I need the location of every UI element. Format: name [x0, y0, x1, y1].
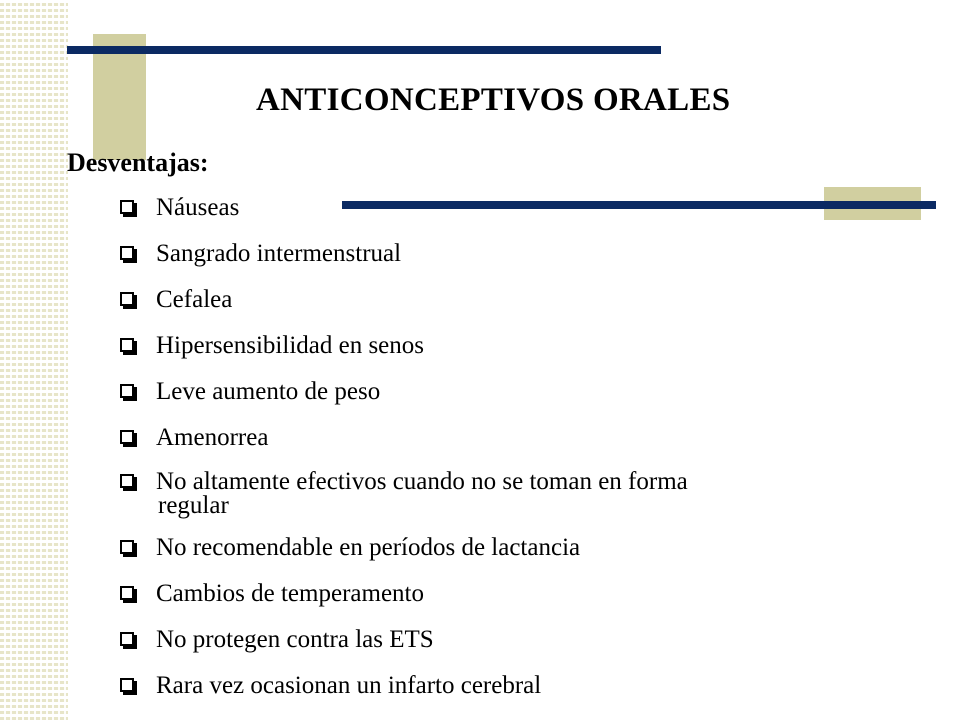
checkbox-icon	[120, 678, 134, 692]
checkbox-icon	[120, 200, 134, 214]
decorative-side-stripes	[0, 0, 68, 720]
checkbox-icon	[120, 586, 134, 600]
list-item	[118, 534, 878, 562]
checkbox-icon	[120, 540, 134, 554]
list-item-text: No recomendable en períodos de lactancia	[156, 534, 581, 561]
section-heading: Desventajas:	[67, 148, 209, 177]
checkbox-icon	[120, 384, 134, 398]
list-item-text: Rara vez ocasionan un infarto cerebral	[156, 672, 542, 699]
list-item	[118, 672, 878, 700]
checkbox-icon	[120, 430, 134, 444]
list-item	[118, 424, 878, 452]
disadvantages-list	[118, 194, 878, 718]
list-item-text-continued: regular	[158, 492, 229, 519]
checkbox-icon	[120, 292, 134, 306]
checkbox-icon	[120, 474, 134, 488]
list-item	[118, 286, 878, 314]
list-item-text: No protegen contra las ETS	[156, 626, 434, 653]
list-item	[118, 580, 878, 608]
list-item	[118, 626, 878, 654]
list-item-text: Amenorrea	[156, 424, 269, 451]
list-item-text: Náuseas	[156, 194, 240, 221]
list-item-text: Hipersensibilidad en senos	[156, 332, 425, 359]
checkbox-icon	[120, 246, 134, 260]
checkbox-icon	[120, 338, 134, 352]
list-item-text: Sangrado intermenstrual	[156, 240, 402, 267]
list-item	[118, 378, 878, 406]
list-item	[118, 194, 878, 222]
list-item-text: Cambios de temperamento	[156, 580, 424, 607]
decorative-rule-top	[67, 46, 661, 54]
list-item-text: Cefalea	[156, 286, 233, 313]
list-item	[118, 470, 878, 518]
checkbox-icon	[120, 632, 134, 646]
list-item-text: No altamente efectivos cuando no se toman en forma	[156, 468, 688, 495]
slide-title: ANTICONCEPTIVOS ORALES	[256, 82, 731, 118]
list-item-text: Leve aumento de peso	[156, 378, 381, 405]
list-item	[118, 332, 878, 360]
list-item	[118, 240, 878, 268]
